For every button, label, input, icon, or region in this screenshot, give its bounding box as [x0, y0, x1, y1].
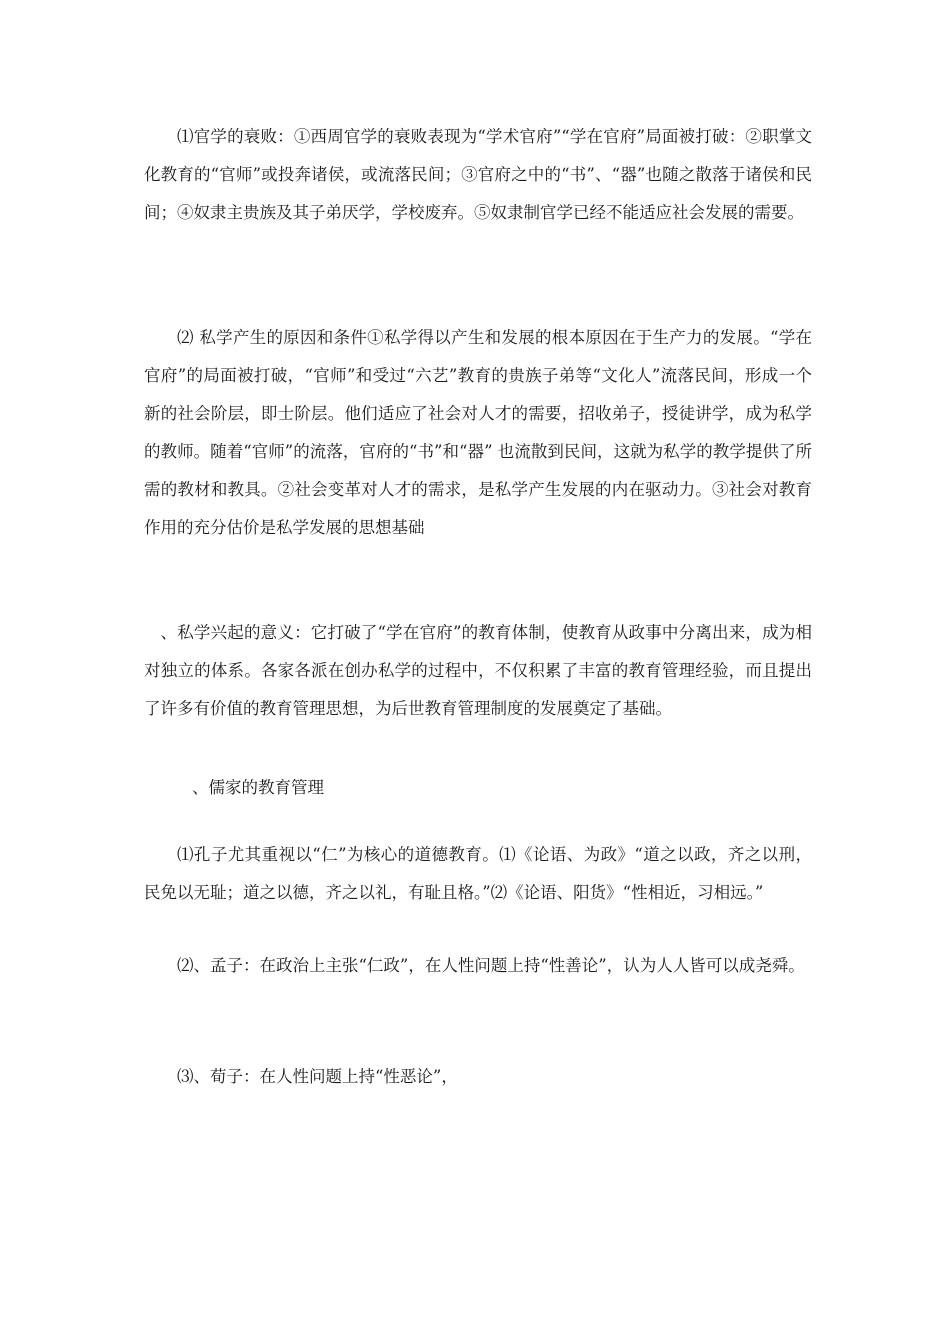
paragraph-private-school-significance: 、私学兴起的意义：它打破了“学在官府”的教育体制，使教育从政事中分离出来，成为相对独立的体系。各家各派在创办私学的过程中，不仅积累了丰富的教育管理经验，而且提出了许多有价值的教育管理思想，为后世教育管理制度的发展奠定了基础。 — [144, 623, 812, 718]
paragraph-official-school-decline: ⑴官学的衰败：①西周官学的衰败表现为“学术官府”“学在官府”局面被打破：②职掌文化教育的“官师”或投奔诸侯，或流落民间；③官府之中的“书”、“器”也随之散落于诸侯和民间；④奴隶主贵族及其子弟厌学，学校废弃。⑤奴隶制官学已经不能适应社会发展的需要。 — [144, 127, 812, 222]
paragraph-private-school-origin: ⑵ 私学产生的原因和条件①私学得以产生和发展的根本原因在于生产力的发展。“学在官府”的局面被打破，“官师”和受过“六艺”教育的贵族子弟等“文化人”流落民间，形成一个新的社会阶层，即士阶层。他们适应了社会对人才的需要，招收弟子，授徒讲学，成为私学的教师。随着“官师”的流落，官府的“书”和“器” 也流散到民间，这就为私学的教学提供了所需的教材和教具。②社会变革对人才的需求，是私学产生发展的内在驱动力。③社会对教育作用的充分估价是私学发展的思想基础 — [144, 328, 812, 537]
paragraph-confucius: ⑴孔子尤其重视以“仁”为核心的道德教育。⑴《论语、为政》“道之以政，齐之以刑，民免以无耻；道之以德，齐之以礼，有耻且格。”⑵《论语、阳货》“性相近，习相远。” — [144, 845, 812, 902]
paragraph-mencius: ⑵、孟子：在政治上主张“仁政”，在人性问题上持“性善论”，认为人人皆可以成尧舜。 — [177, 956, 805, 975]
section-heading-confucian: 、儒家的教育管理 — [192, 778, 324, 797]
paragraph-xunzi: ⑶、荀子：在人性问题上持“性恶论”， — [177, 1067, 458, 1086]
